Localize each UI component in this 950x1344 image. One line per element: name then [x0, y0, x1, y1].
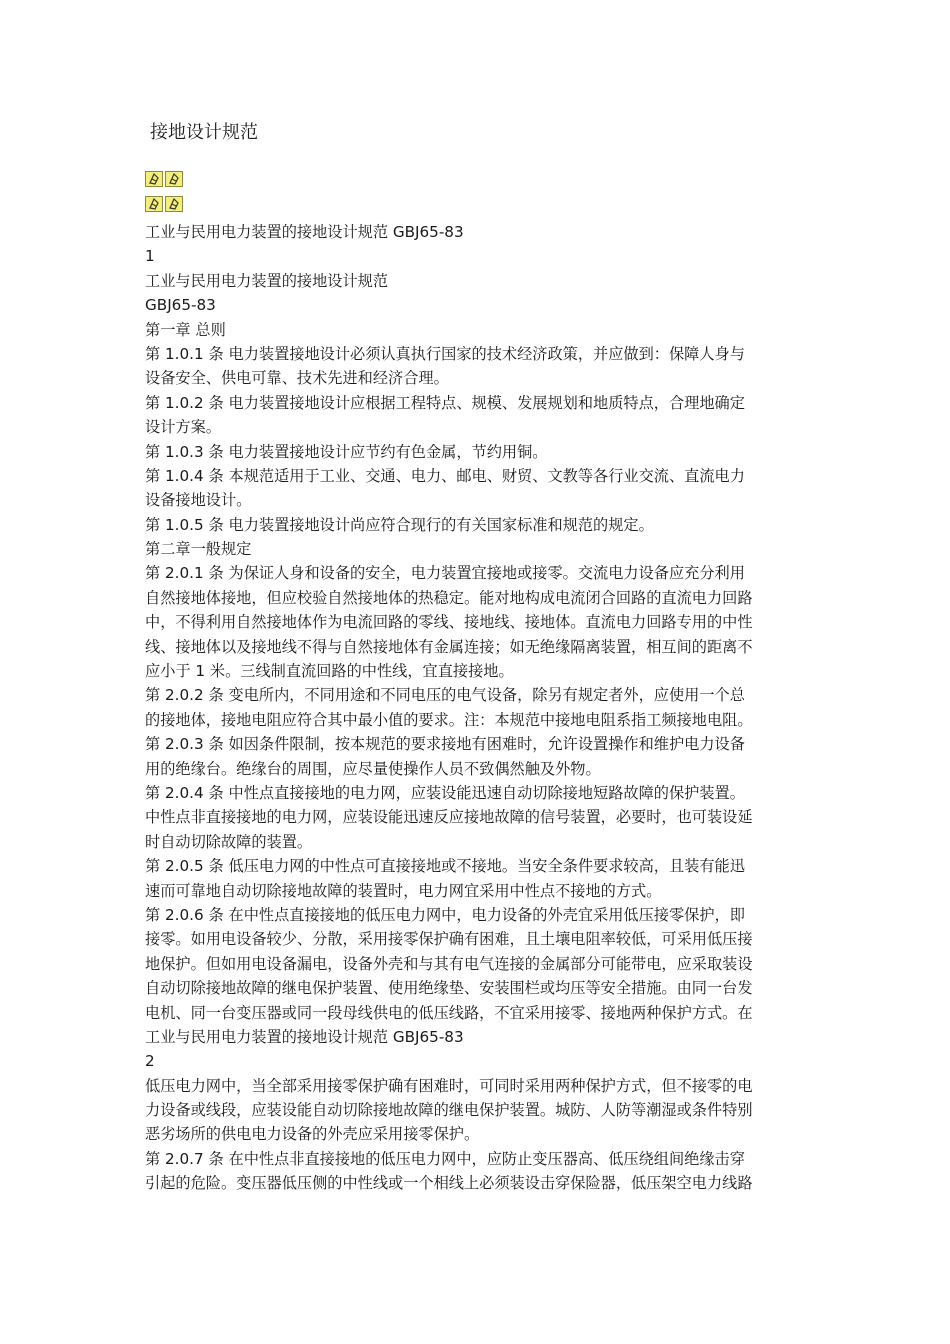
document-title: 接地设计规范: [150, 122, 258, 143]
broken-image-icon[interactable]: [145, 171, 163, 187]
text-line: GBJ65-83: [145, 296, 216, 315]
text-line: 第 2.0.6 条 在中性点直接接地的低压电力网中，电力设备的外壳宜采用低压接零保护，即: [145, 905, 745, 924]
text-line: 接零。如用电设备较少、分散，采用接零保护确有困难，且土壤电阻率较低，可采用低压接: [145, 930, 753, 949]
text-line: 工业与民用电力装置的接地设计规范 GBJ65-83: [145, 1027, 464, 1046]
text-line: 应小于 1 米。三线制直流回路的中性线，宜直接接地。: [145, 662, 514, 681]
document-body: [145, 220, 815, 1196]
text-line: 的接地体，接地电阻应符合其中最小值的要求。注：本规范中接地电阻系指工频接地电阻。: [145, 710, 753, 729]
text-line: 设备安全、供电可靠、技术先进和经济合理。: [145, 369, 449, 388]
text-line: 第 1.0.3 条 电力装置接地设计应节约有色金属，节约用铜。: [145, 442, 548, 461]
text-line: 低压电力网中，当全部采用接零保护确有困难时，可同时采用两种保护方式，但不接零的电: [145, 1076, 753, 1095]
text-line: 第一章 总则: [145, 320, 226, 339]
text-line: 1: [145, 247, 155, 266]
text-line: 2: [145, 1052, 155, 1071]
text-line: 第 2.0.2 条 变电所内，不同用途和不同电压的电气设备，除另有规定者外，应使用一个总: [145, 686, 745, 705]
broken-image-icon[interactable]: [165, 196, 183, 212]
text-line: 第 2.0.4 条 中性点直接接地的电力网，应装设能迅速自动切除接地短路故障的保护装置。: [145, 783, 745, 802]
image-placeholder-row: [145, 196, 183, 214]
text-line: 第 1.0.1 条 电力装置接地设计必须认真执行国家的技术经济政策，并应做到：保障人身与: [145, 344, 745, 363]
text-line: 第 1.0.5 条 电力装置接地设计尚应符合现行的有关国家标准和规范的规定。: [145, 515, 654, 534]
broken-image-icon[interactable]: [165, 171, 183, 187]
text-line: 第 2.0.7 条 在中性点非直接接地的低压电力网中，应防止变压器高、低压绕组间绝缘击穿: [145, 1149, 745, 1168]
image-placeholder-row: [145, 171, 183, 189]
text-line: 第 1.0.4 条 本规范适用于工业、交通、电力、邮电、财贸、文教等各行业交流、直流电力: [145, 466, 745, 485]
text-line: 设备接地设计。: [145, 491, 252, 510]
text-line: 中性点非直接接地的电力网，应装设能迅速反应接地故障的信号装置，必要时，也可装设延: [145, 808, 753, 827]
text-line: 自动切除接地故障的继电保护装置、使用绝缘垫、安装围栏或均压等安全措施。由同一台发: [145, 979, 753, 998]
text-line: 第 1.0.2 条 电力装置接地设计应根据工程特点、规模、发展规划和地质特点，合理地确定: [145, 393, 745, 412]
text-line: 用的绝缘台。绝缘台的周围，应尽量使操作人员不致偶然触及外物。: [145, 759, 601, 778]
text-line: 第 2.0.3 条 如因条件限制，按本规范的要求接地有困难时，允许设置操作和维护电力设备: [145, 735, 745, 754]
text-line: 力设备或线段，应装设能自动切除接地故障的继电保护装置。城防、人防等潮湿或条件特别: [145, 1101, 753, 1120]
text-line: 工业与民用电力装置的接地设计规范: [145, 271, 388, 290]
text-line: 第 2.0.5 条 低压电力网的中性点可直接接地或不接地。当安全条件要求较高，且装有能迅: [145, 857, 745, 876]
broken-image-icon[interactable]: [145, 196, 163, 212]
text-line: 自然接地体接地，但应校验自然接地体的热稳定。能对地构成电流闭合回路的直流电力回路: [145, 588, 753, 607]
text-line: 地保护。但如用电设备漏电，设备外壳和与其有电气连接的金属部分可能带电，应采取装设: [145, 954, 753, 973]
text-line: 中，不得利用自然接地体作为电流回路的零线、接地线、接地体。直流电力回路专用的中性: [145, 613, 753, 632]
text-line: 速而可靠地自动切除接地故障的装置时，电力网宜采用中性点不接地的方式。: [145, 881, 662, 900]
text-line: 第 2.0.1 条 为保证人身和设备的安全，电力装置宜接地或接零。交流电力设备应充分利用: [145, 564, 745, 583]
text-line: 工业与民用电力装置的接地设计规范 GBJ65-83: [145, 223, 464, 241]
text-line: 线、接地体以及接地线不得与自然接地体有金属连接；如无绝缘隔离装置，相互间的距离不: [145, 637, 753, 656]
text-line: 电机、同一台变压器或同一段母线供电的低压线路，不宜采用接零、接地两种保护方式。在: [145, 1003, 753, 1022]
text-line: 第二章一般规定: [145, 540, 252, 559]
text-line: 设计方案。: [145, 418, 221, 437]
text-line: 引起的危险。变压器低压侧的中性线或一个相线上必须装设击穿保险器，低压架空电力线路: [145, 1174, 753, 1193]
text-line: 时自动切除故障的装置。: [145, 832, 313, 851]
text-line: 恶劣场所的供电电力设备的外壳应采用接零保护。: [145, 1125, 480, 1144]
